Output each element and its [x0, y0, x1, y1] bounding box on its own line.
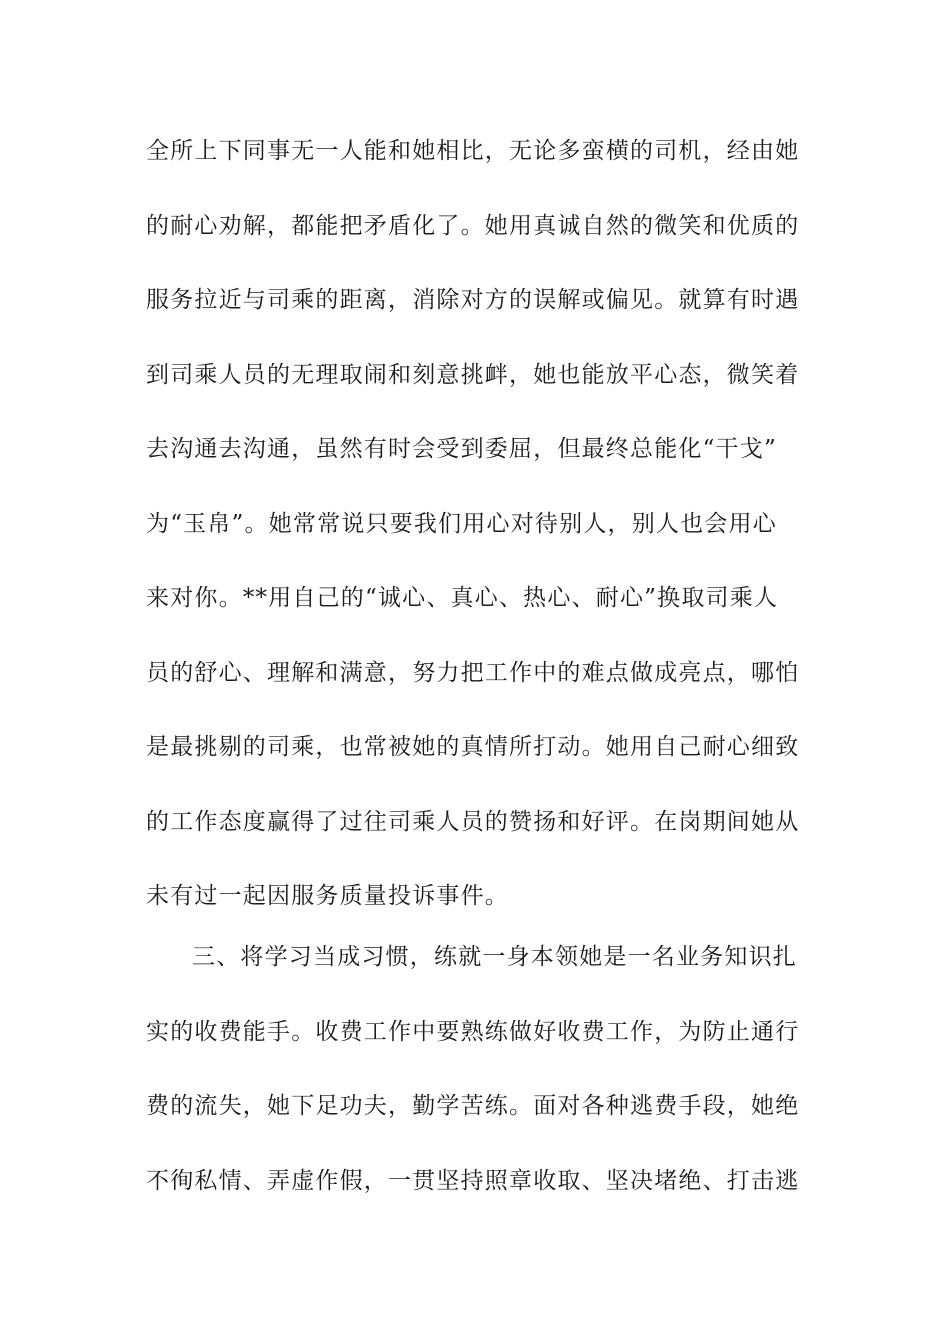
text-line: 员的舒心、理解和满意，努力把工作中的难点做成亮点，哪怕	[146, 659, 800, 686]
text-line: 实的收费能手。收费工作中要熟练做好收费工作，为防止通行	[146, 1018, 800, 1045]
text-line: 去沟通去沟通，虽然有时会受到委屈，但最终总能化“干戈”	[146, 436, 777, 462]
text-line-heading: 三、将学习当成习惯，练就一身本领她是一名业务知识扎	[192, 944, 797, 970]
text-line: 的工作态度赢得了过往司乘人员的赞扬和好评。在岗期间她从	[146, 808, 800, 835]
text-line: 为“玉帛”。她常常说只要我们用心对待别人，别人也会用心	[146, 510, 777, 537]
text-line: 服务拉近与司乘的距离，消除对方的误解或偏见。就算有时遇	[146, 287, 800, 313]
text-line: 的耐心劝解，都能把矛盾化了。她用真诚自然的微笑和优质的	[146, 212, 800, 239]
text-line: 到司乘人员的无理取闹和刻意挑衅，她也能放平心态，微笑着	[146, 361, 800, 388]
text-line: 全所上下同事无一人能和她相比，无论多蛮横的司机，经由她	[146, 138, 800, 164]
paragraph-service-attitude	[146, 134, 800, 954]
paragraph-section-three	[146, 940, 800, 1238]
text-line: 不徇私情、弄虚作假，一贯坚持照章收取、坚决堵绝、打击逃	[146, 1167, 800, 1194]
text-line: 未有过一起因服务质量投诉事件。	[146, 883, 509, 909]
text-line: 费的流失，她下足功夫，勤学苦练。面对各种逃费手段，她绝	[146, 1093, 800, 1119]
text-line: 来对你。**用自己的“诚心、真心、热心、耐心”换取司乘人	[146, 585, 779, 611]
text-line: 是最挑剔的司乘，也常被她的真情所打动。她用自己耐心细致	[146, 734, 800, 760]
